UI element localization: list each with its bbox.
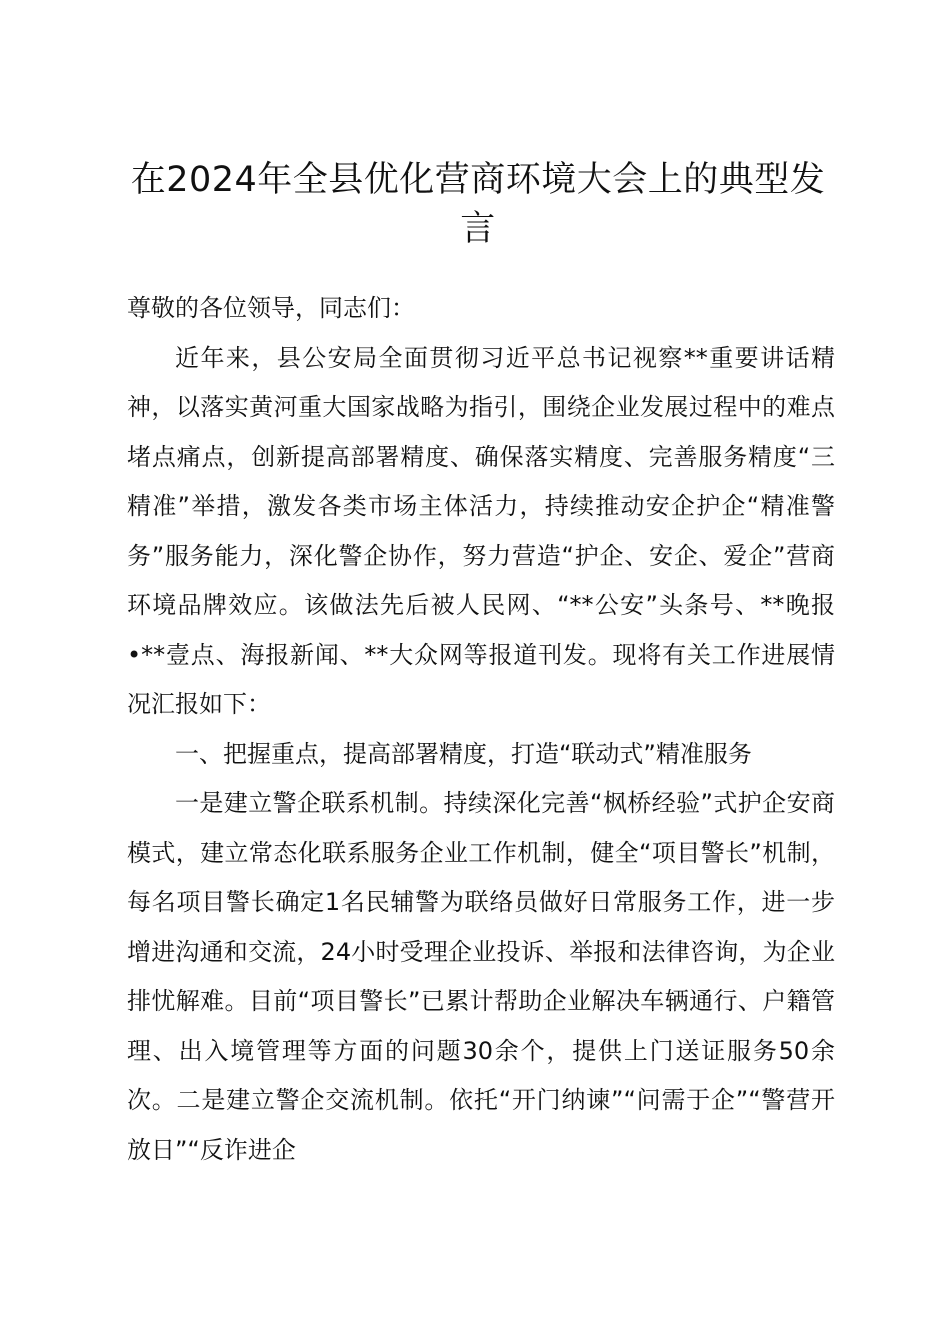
section-heading-1: 一、把握重点，提高部署精度，打造“联动式”精准服务 [175, 739, 752, 768]
paragraph-section-1: 一是建立警企联系机制。持续深化完善“枫桥经验”式护企安商模式，建立常态化联系服务企业工作机制，健全“项目警长”机制，每名项目警长确定1名民辅警为联络员做好日常服务工作，进一步增进沟通和交流，24小时受理企业投诉、举报和法律咨询，为企业排忧解难。目前“项目警长”已累计帮助企业解决车辆通行、户籍管理、出入境管理等方面的问题30余个，提供上门送证服务50余次。二是建立警企交流机制。依托“开门纳谏”“问需于企”“警营开放日”“反诈进企 [127, 789, 835, 1164]
document-title: 在2024年全县优化营商环境大会上的典型发言 [130, 160, 826, 249]
salutation: 尊敬的各位领导，同志们： [127, 294, 415, 322]
document-body [127, 284, 835, 1175]
paragraph-intro: 近年来，县公安局全面贯彻习近平总书记视察**重要讲话精神，以落实黄河重大国家战略为指引，围绕企业发展过程中的难点堵点痛点，创新提高部署精度、确保落实精度、完善服务精度“三精准”举措，激发各类市场主体活力，持续推动安企护企“精准警务”服务能力，深化警企协作，努力营造“护企、安企、爱企”营商环境品牌效应。该做法先后被人民网、“**公安”头条号、**晚报•**壹点、海报新闻、**大众网等报道刊发。现将有关工作进展情况汇报如下： [127, 343, 835, 718]
